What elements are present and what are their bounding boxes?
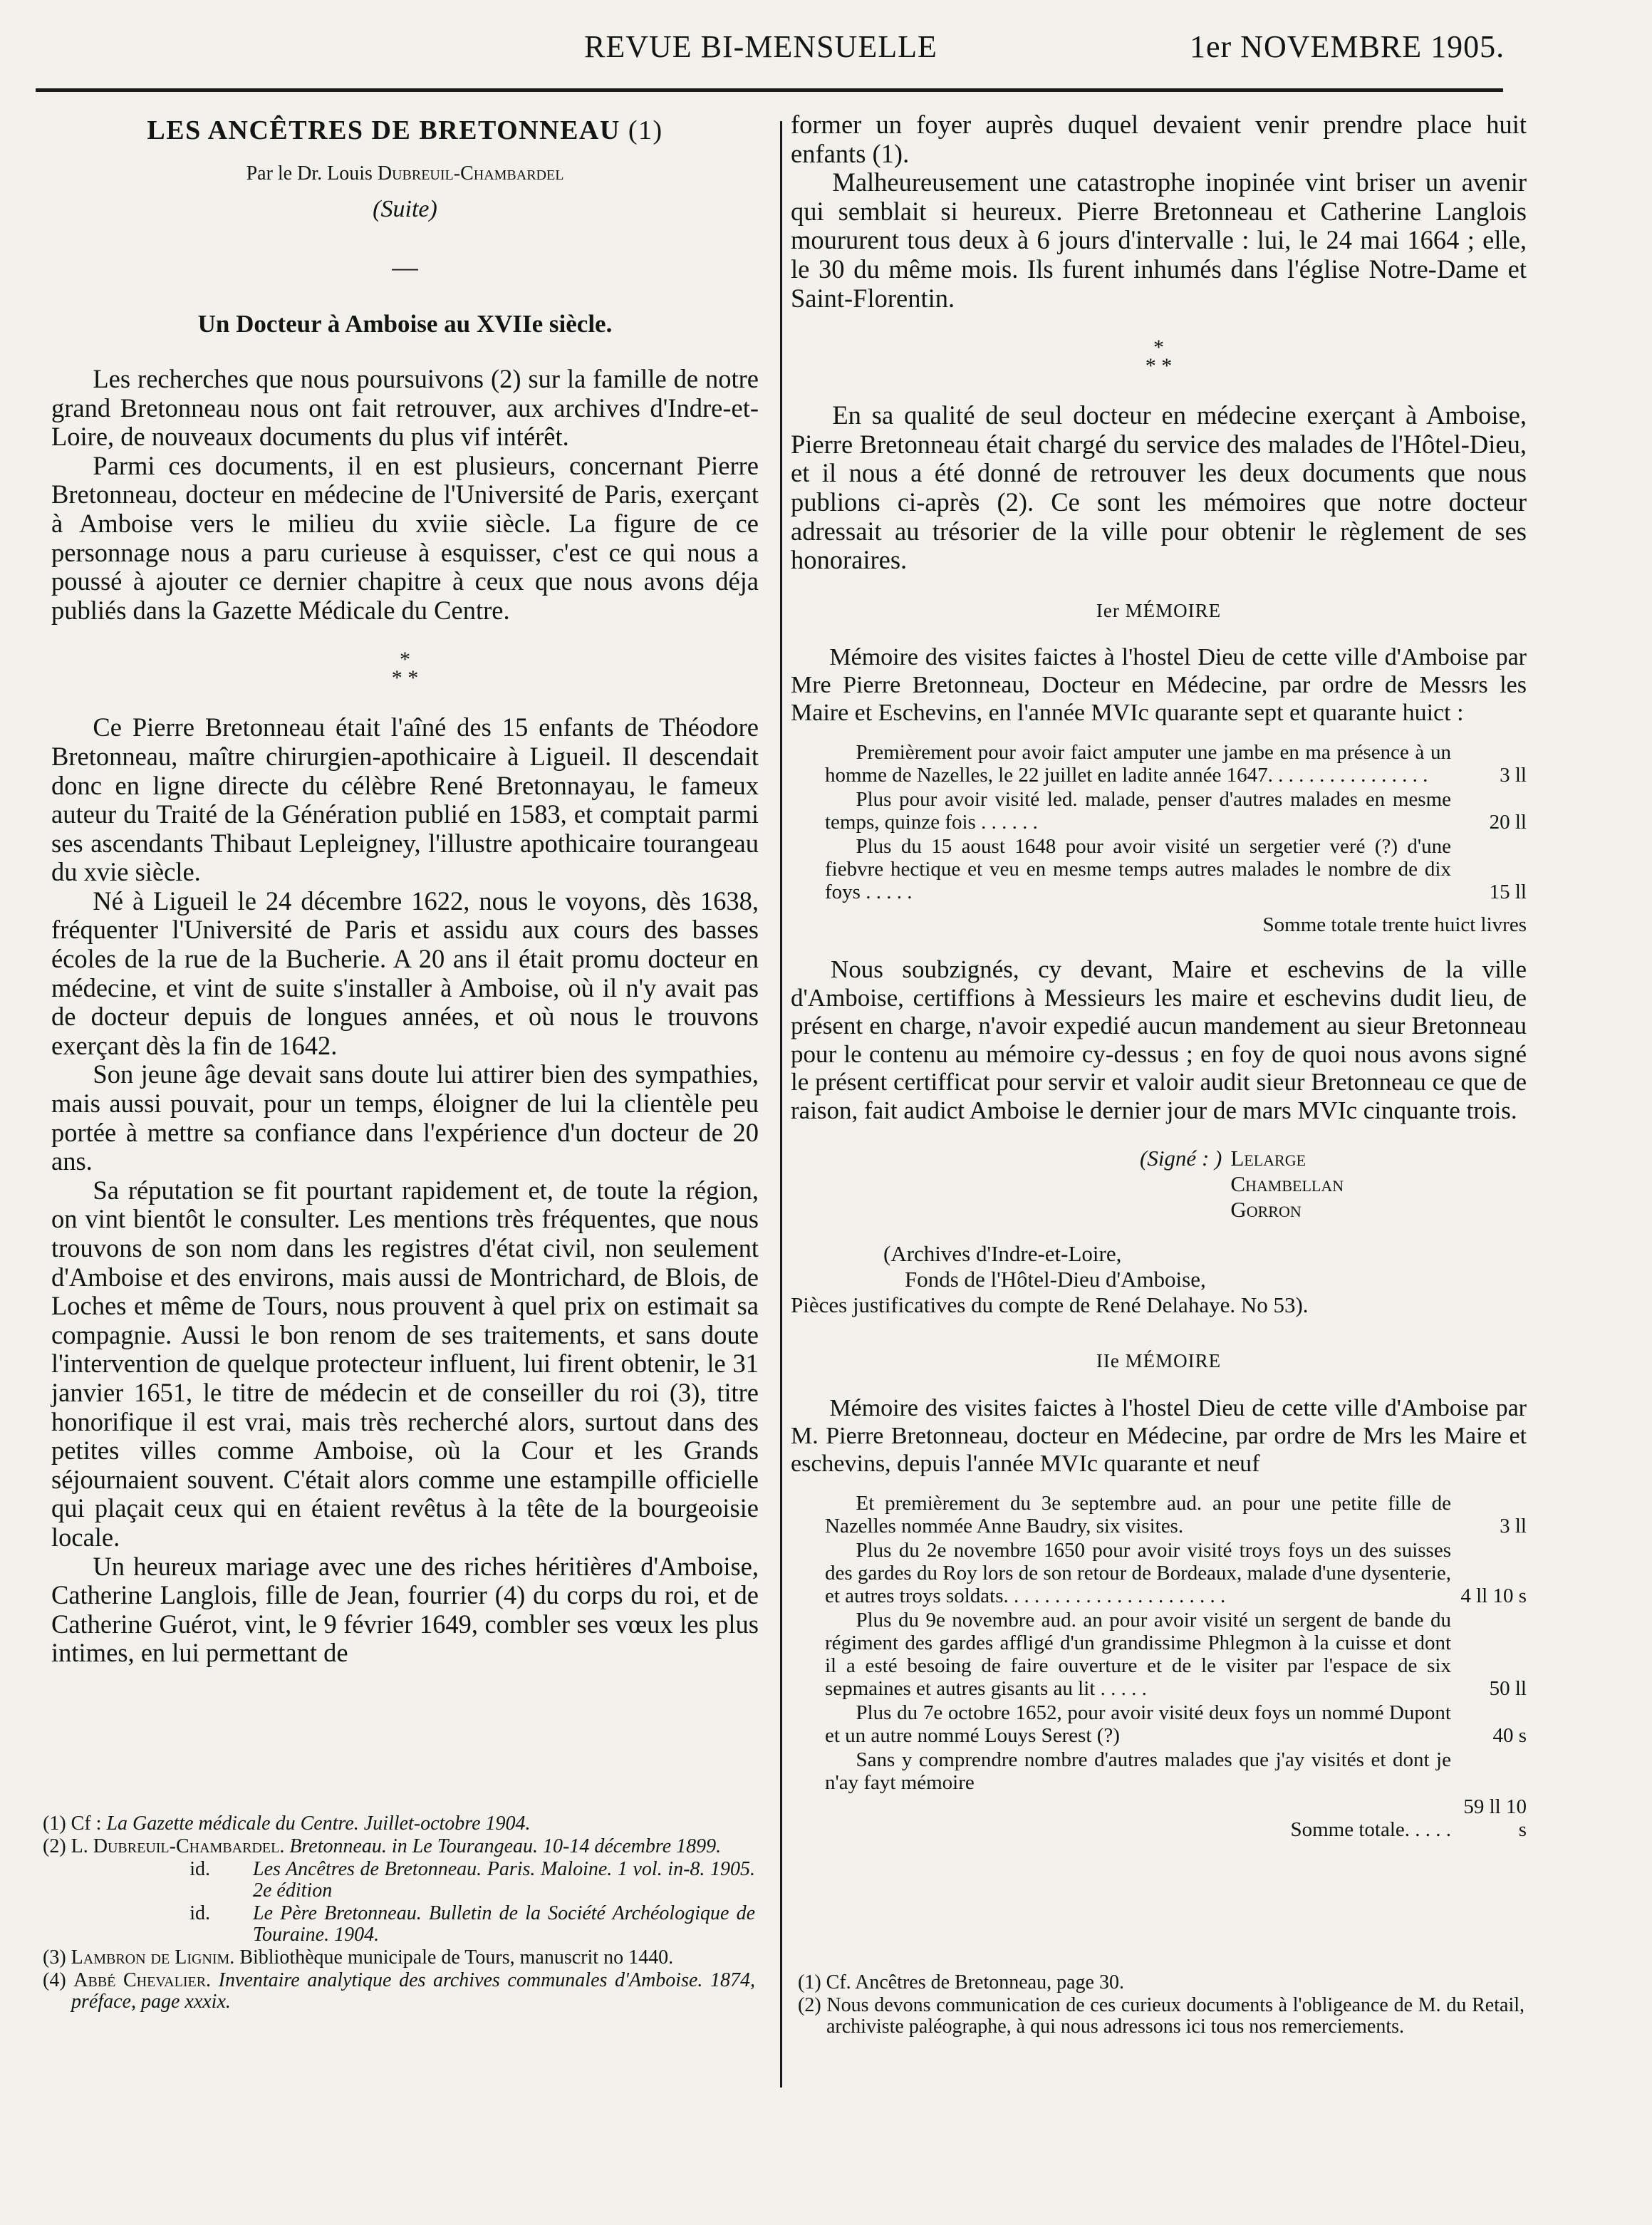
entry-text: Plus pour avoir visité led. malade, penser d'autres malades en mesme temps, quinze fois . . . . . . — [825, 788, 1451, 834]
paragraph: En sa qualité de seul docteur en médecine exerçant à Amboise, Pierre Bretonneau était chargé du service des malades de l'Hôtel-Dieu, et il nous a été donné de retrouver les deux documents que nous publions ci-après (2). Ce sont les mémoires que notre docteur adressait au trésorier de la ville pour obtenir le règlement de ses honoraires. — [791, 400, 1527, 575]
footnote-author: Abbé Chevalier. — [73, 1969, 212, 1991]
memoire-entry — [825, 1701, 1527, 1747]
footnote: (1) Cf. Ancêtres de Bretonneau, page 30. — [798, 1971, 1124, 1993]
footnote-number: (4) — [43, 1969, 66, 1991]
paragraph: Les recherches que nous poursuivons (2) sur la famille de notre grand Bretonneau nous ont fait retrouver, aux archives d'Indre-et-Loire, de nouveaux documents du plus vif intérêt. — [51, 363, 759, 452]
paragraph: Malheureusement une catastrophe inopinée vint briser un avenir qui semblait si heureux. Pierre Bretonneau et Catherine Langlois moururent tous deux à 6 jours d'intervalle : lui, le 24 mai 1664 ; elle, le 30 du même mois. Ils furent inhumés dans l'église Notre-Dame et Saint-Florentin. — [791, 167, 1527, 313]
paragraph: former un foyer auprès duquel devaient venir prendre place huit enfants (1). — [791, 110, 1527, 168]
footnote-author: Lambron de Lignim. — [71, 1946, 235, 1969]
entry-amount: 3 ll — [1500, 1515, 1527, 1538]
memoire-2-entries — [825, 1492, 1527, 1841]
memoire-1-entries — [825, 741, 1527, 903]
separator-dash: — — [392, 251, 418, 281]
page-header — [0, 28, 1652, 71]
signatory: Lelarge — [1230, 1146, 1306, 1171]
entry-text: Plus du 2e novembre 1650 pour avoir visité troys foys un des suisses des gardes du Roy lors de son retour de Bordeaux, malade d'une dysenterie, et autres troys soldats. . . . . . . . . . . . . . . . . . . . . . — [825, 1539, 1451, 1608]
signatures — [791, 1146, 1527, 1223]
paragraph: Un heureux mariage avec une des riches héritières d'Amboise, Catherine Langlois, fille de Jean, fourrier (4) du corps du roi, et de Catherine Guérot, vint, le 9 février 1649, combler ses vœux les plus intimes, en lui permettant de — [51, 1551, 759, 1668]
footnote — [43, 1836, 755, 1857]
memoire-entry — [825, 1609, 1527, 1700]
memoire-1-title: Ier MÉMOIRE — [1096, 599, 1222, 621]
right-column — [791, 110, 1527, 1848]
entry-text: Plus du 15 aoust 1648 pour avoir visité un sergetier veré (?) d'une fiebvre hectique et veu en mesme temps autres malades le nombre de dix foys . . . . . — [825, 835, 1451, 904]
footnote-number: (2) L. — [43, 1835, 88, 1857]
footnote-number: (3) — [43, 1946, 66, 1969]
section-stars: * * * — [1145, 336, 1173, 378]
archive-line: (Archives d'Indre-et-Loire, — [883, 1241, 1122, 1267]
header-rule — [36, 88, 1503, 92]
column-divider — [780, 121, 782, 2087]
memoire-entry — [825, 1492, 1527, 1537]
byline-author: Dubreuil-Chambardel — [377, 162, 564, 185]
entry-amount: 3 ll — [1500, 764, 1527, 787]
entry-amount: 40 s — [1492, 1724, 1527, 1748]
memoire-1-total: Somme totale trente huict livres — [1262, 913, 1527, 937]
entry-amount: 50 ll — [1489, 1677, 1527, 1701]
entry-text: Plus du 7e octobre 1652, pour avoir visité deux foys un nommé Dupont et un autre nommé Louys Serest (?) — [825, 1701, 1451, 1748]
entry-amount: 20 ll — [1489, 811, 1527, 834]
entry-amount: 4 ll 10 s — [1460, 1585, 1527, 1608]
left-column — [51, 110, 759, 1668]
footnote — [43, 1859, 755, 1902]
footnotes-left — [43, 1813, 755, 2014]
footnote — [43, 1970, 755, 2013]
entry-text: Plus du 9e novembre aud. an pour avoir visité un sergent de bande du régiment des gardes affligé d'un grandissime Phlegmon à la cuisse et dont il a esté besoing de faire ouverture et de le visiter par l'espace de six sepmaines et autres gisants au lit . . . . . — [825, 1609, 1451, 1701]
memoire-entry — [825, 1748, 1527, 1794]
article-title-note: (1) — [628, 115, 663, 145]
suite-label: (Suite) — [373, 196, 437, 223]
section-title: Un Docteur à Amboise au XVIIe siècle. — [197, 310, 613, 338]
footnote — [43, 1903, 755, 1946]
signatory: Chambellan — [1230, 1171, 1344, 1197]
footnote-text: Le Père Bretonneau. Bulletin de la Société Archéologique de Touraine. 1904. — [253, 1902, 755, 1946]
footnote — [43, 1947, 755, 1969]
paragraph: Sa réputation se fit pourtant rapidement et, de toute la région, on vint bientôt le consulter. Les mentions très fréquentes, que nous trouvons de son nom dans les registres d'état civil, non seulement d'Amboise et des environs, mais aussi de Montrichard, de Blois, de Loches et même de Tours, nous prouvent à quel prix on estimait sa compagnie. Aussi le bon renom de ses traitements, et sans doute l'intervention de quelque protecteur influent, lui firent obtenir, le 31 janvier 1651, le titre de médecin et de conseiller du roi (3), titre honorifique il est vrai, mais très recherché alors, surtout dans des petites villes comme Amboise, où la Cour et les Grands séjournaient souvent. C'était alors comme une estampille officielle qui plaçait ceux qui en étaient revêtus à la tête de la bourgeoisie locale. — [51, 1175, 759, 1552]
section-stars: * * * — [391, 648, 419, 690]
article-title-text: LES ANCÊTRES DE BRETONNEAU — [147, 115, 620, 145]
entry-text: Sans y comprendre nombre d'autres malades que j'ay visités et dont je n'ay fayt mémoire — [825, 1748, 1451, 1795]
paragraph: Parmi ces documents, il en est plusieurs, concernant Pierre Bretonneau, docteur en médecine de l'Université de Paris, exerçant à Amboise vers le milieu du xviie siècle. La figure de ce personnage nous a paru curieuse à esquisser, c'est ce qui nous a poussé à ajouter ce dernier chapitre à ceux que nous avons déja publiés dans la Gazette Médicale du Centre. — [51, 450, 759, 625]
archive-line: Fonds de l'Hôtel-Dieu d'Amboise, — [905, 1267, 1206, 1292]
footnote: (2) Nous devons communication de ces curieux documents à l'obligeance de M. du Retail, archiviste paléographe, à qui nous adressons ici tous nos remerciements. — [798, 1994, 1524, 2038]
footnote-text: La Gazette médicale du Centre. Juillet-octobre 1904. — [106, 1812, 531, 1835]
memoire-1-intro: Mémoire des visites faictes à l'hostel Dieu de cette ville d'Amboise par Mre Pierre Bretonneau, Docteur en Médecine, par ordre de Messrs les Maire et Eschevins, en l'année MVIc quarante sept et quarante huict : — [791, 644, 1527, 727]
footnote-text: Les Ancêtres de Bretonneau. Paris. Maloine. 1 vol. in-8. 1905. 2e édition — [253, 1858, 755, 1902]
footnote-number: (1) Cf : — [43, 1812, 102, 1835]
memoire-entry — [825, 741, 1527, 787]
signatory: Gorron — [1230, 1197, 1302, 1223]
footnote-ibid: id. — [189, 1902, 210, 1924]
footnote-ibid: id. — [189, 1858, 210, 1880]
certificate-text: Nous soubzignés, cy devant, Maire et eschevins de la ville d'Amboise, certiffions à Messieurs les maire et eschevins dudit lieu, de présent en charge, n'avoir expedié aucun mandement au sieur Bretonneau pour le contenu au mémoire cy-dessus ; en foy de quoi nous avons signé le présent certifficat pour servir et valoir audit sieur Bretonneau ce que de raison, fait audict Amboise le dernier jour de mars MVIc cinquante trois. — [791, 955, 1527, 1124]
total-label: Somme totale. . . . . — [1290, 1818, 1451, 1842]
signed-label: (Signé : ) — [1140, 1146, 1222, 1171]
total-amount: 59 ll 10 s — [1463, 1795, 1527, 1842]
article-title — [51, 116, 759, 145]
memoire-2-intro: Mémoire des visites faictes à l'hostel Dieu de cette ville d'Amboise par M. Pierre Bretonneau, docteur en Médecine, par ordre de Mrs les Maire et eschevins, depuis l'année MVIc quarante et neuf — [791, 1395, 1527, 1478]
entry-text: Et premièrement du 3e septembre aud. an pour une petite fille de Nazelles nommée Anne Baudry, six visites. — [825, 1492, 1451, 1538]
memoire-entry — [825, 1539, 1527, 1607]
memoire-entry — [825, 835, 1527, 903]
archive-line: Pièces justificatives du compte de René Delahaye. No 53). — [791, 1292, 1309, 1318]
footnotes-right — [798, 1972, 1524, 2039]
paragraph: Ce Pierre Bretonneau était l'aîné des 15 enfants de Théodore Bretonneau, maître chirurgien-apothicaire à Ligueil. Il descendait donc en ligne directe du célèbre René Bretonnayau, le fameux auteur du Traité de la Génération publié en 1583, et comptait parmi ses ascendants Thibaut Lepleigney, l'illustre apothicaire tourangeau du xvie siècle. — [51, 712, 759, 887]
byline — [51, 160, 759, 189]
footnote-text: Bibliothèque municipale de Tours, manuscrit no 1440. — [239, 1946, 674, 1969]
issue-date: 1er NOVEMBRE 1905. — [1190, 29, 1505, 64]
footnote-text: Inventaire analytique des archives communales d'Amboise. 1874, préface, page xxxix. — [71, 1969, 756, 2013]
paragraph: Son jeune âge devait sans doute lui attirer bien des sympathies, mais aussi pouvait, pour un temps, éloigner de lui la clientèle peu portée à mettre sa confiance dans l'expérience d'un docteur de 20 ans. — [51, 1059, 759, 1176]
entry-text: Premièrement pour avoir faict amputer une jambe en ma présence à un homme de Nazelles, le 22 juillet en ladite année 1647. . . . . . . . . . . . . . . . — [825, 741, 1451, 787]
footnote-text: Bretonneau. in Le Tourangeau. 10-14 décembre 1899. — [289, 1835, 722, 1857]
footnote-author: Dubreuil-Chambardel. — [93, 1835, 285, 1857]
journal-title: REVUE BI-MENSUELLE — [584, 29, 937, 64]
archive-reference — [791, 1241, 1527, 1318]
footnote — [43, 1813, 755, 1835]
entry-amount: 15 ll — [1489, 881, 1527, 904]
memoire-total — [825, 1795, 1527, 1841]
paragraph: Né à Ligueil le 24 décembre 1622, nous le voyons, dès 1638, fréquenter l'Université de Paris et assidu aux cours des basses écoles de la rue de la Bucherie. A 20 ans il était promu docteur en médecine, et vint de suite s'installer à Amboise, où il n'y avait pas de docteur depuis de longues années, et où nous le trouvons exerçant dès la fin de 1642. — [51, 886, 759, 1060]
memoire-2-title: IIe MÉMOIRE — [1096, 1350, 1222, 1372]
byline-prefix: Par le Dr. Louis — [246, 162, 373, 185]
memoire-entry — [825, 788, 1527, 834]
